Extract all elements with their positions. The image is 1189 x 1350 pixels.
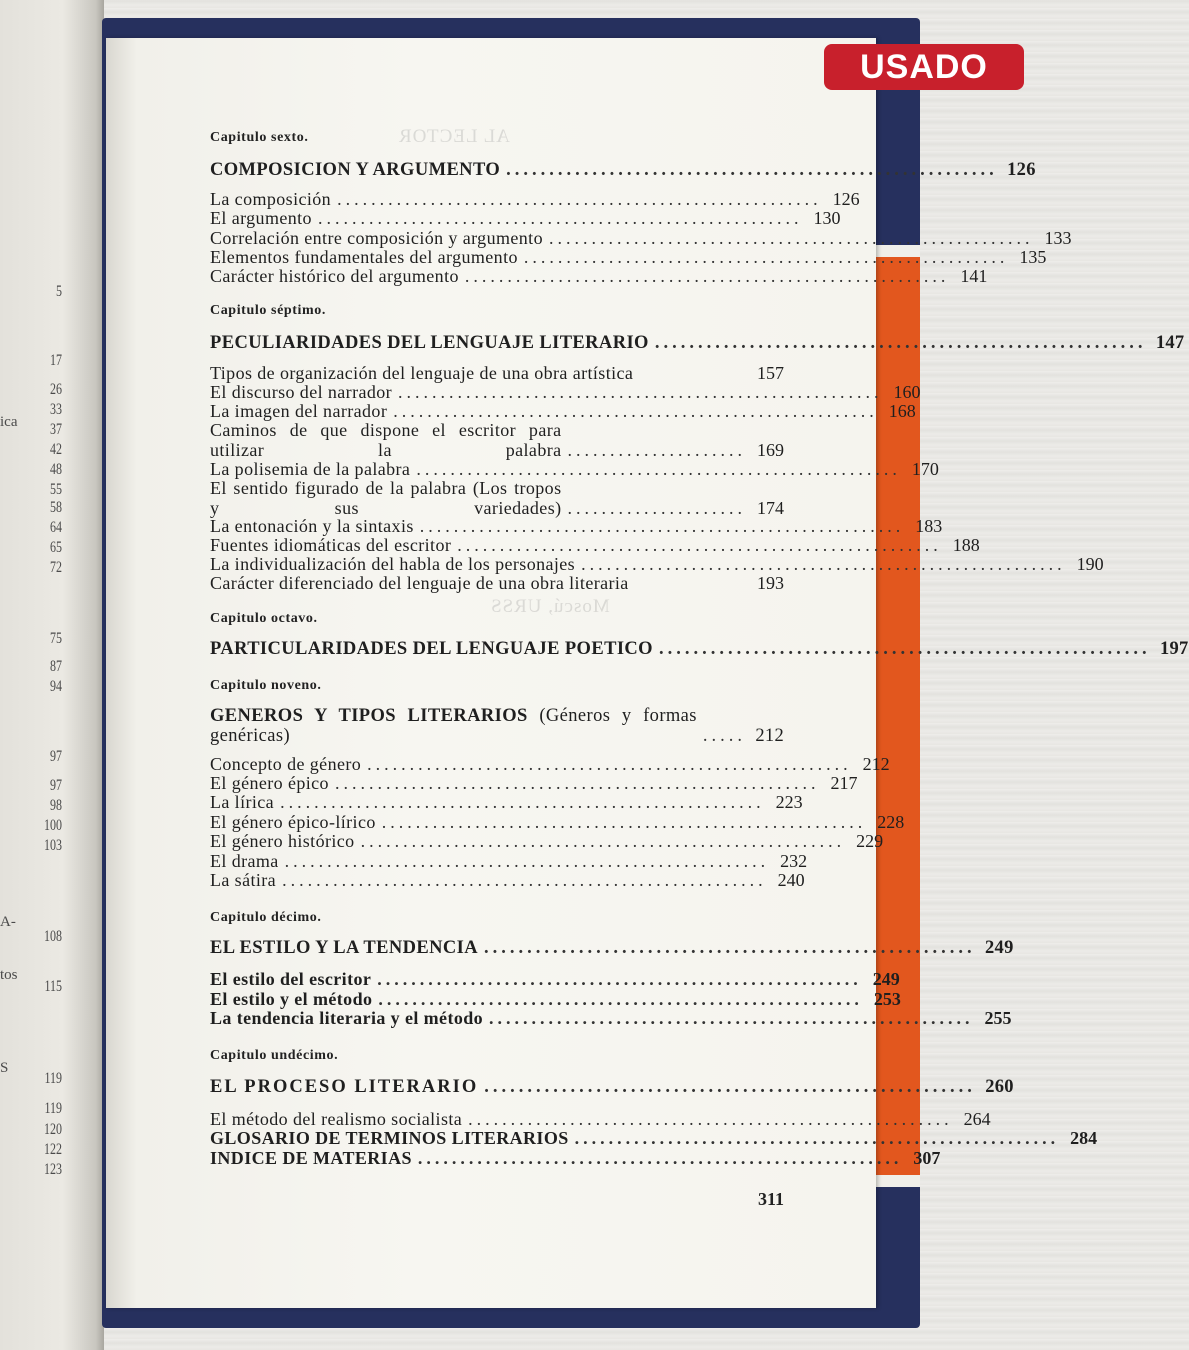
- left-page-number: 5: [56, 283, 62, 300]
- toc-entry: El discurso del narrador ......................................................... 160: [210, 382, 921, 402]
- used-badge: USADO: [824, 44, 1024, 90]
- toc-entry: INDICE DE MATERIAS ......................................................... 307: [210, 1148, 941, 1168]
- left-page-number: 123: [44, 1161, 62, 1178]
- left-page-number: 98: [50, 797, 62, 814]
- left-page-number: 37: [50, 421, 62, 438]
- left-page-number: 103: [44, 837, 62, 854]
- toc-entry: Carácter histórico del argumento ......................................................... 141: [210, 266, 988, 286]
- toc-entry: El género épico ......................................................... 217: [210, 773, 858, 793]
- left-page-number: 100: [44, 817, 62, 834]
- left-page-number: 26: [50, 381, 62, 398]
- left-page-number: 17: [50, 352, 62, 369]
- left-page-number: 122: [44, 1141, 62, 1158]
- toc-entry: Concepto de género ......................................................... 212: [210, 754, 890, 774]
- toc-entry: La tendencia literaria y el método ......................................................... 255: [210, 1008, 1012, 1028]
- left-page-number: 119: [44, 1070, 62, 1087]
- toc-entry: Fuentes idiomáticas del escritor ......................................................... 188: [210, 535, 980, 555]
- toc-entry: El estilo del escritor ......................................................... 249: [210, 969, 900, 989]
- chapter-label: Capitulo octavo.: [210, 611, 318, 626]
- toc-entry: El método del realismo socialista ......................................................... 264: [210, 1109, 991, 1129]
- toc-entry: La entonación y la sintaxis ......................................................... 183: [210, 516, 943, 536]
- chapter-label: Capitulo séptimo.: [210, 303, 326, 318]
- toc-entry: La composición ......................................................... 126: [210, 189, 860, 209]
- toc-entry: La polisemia de la palabra ......................................................... 170: [210, 459, 939, 479]
- left-page-number: 42: [50, 441, 62, 458]
- toc-entry: Correlación entre composición y argumento ......................................................... 133: [210, 228, 1072, 248]
- left-page-fragment: tos: [0, 967, 18, 983]
- left-page: [0, 0, 104, 1350]
- toc-entry: El género épico-lírico ......................................................... 228: [210, 812, 905, 832]
- toc-entry: Elementos fundamentales del argumento ......................................................... 135: [210, 247, 1047, 267]
- chapter-heading: GENEROS Y TIPOS LITERARIOS (Géneros y formas genéricas) ..... 212: [210, 706, 784, 746]
- left-page-number: 72: [50, 559, 62, 576]
- left-page-number: 58: [50, 499, 62, 516]
- chapter-heading: PARTICULARIDADES DEL LENGUAJE POETICO ......................................................... 197: [210, 639, 1189, 659]
- left-page-number: 97: [50, 777, 62, 794]
- left-page-number: 65: [50, 539, 62, 556]
- left-page-number: 115: [44, 978, 62, 995]
- toc-entry: La sátira ......................................................... 240: [210, 870, 805, 890]
- chapter-heading: PECULIARIDADES DEL LENGUAJE LITERARIO ......................................................... 147: [210, 333, 1185, 353]
- left-page-number: 120: [44, 1121, 62, 1138]
- left-page-number: 75: [50, 630, 62, 647]
- chapter-label: Capitulo undécimo.: [210, 1048, 339, 1063]
- toc-entry: El drama ......................................................... 232: [210, 851, 808, 871]
- toc-entry: El sentido figurado de la palabra (Los tropos y sus variedades) ..................... 174: [210, 478, 784, 518]
- toc-entry: La individualización del habla de los personajes ......................................................... 190: [210, 554, 1104, 574]
- bleed-through-text: Moscú, URSS: [490, 596, 610, 617]
- left-page-fragment: A-: [0, 914, 16, 930]
- left-page-fragment: S: [0, 1060, 9, 1076]
- toc-entry: El género histórico ......................................................... 229: [210, 831, 884, 851]
- page-number: 311: [757, 1189, 784, 1209]
- left-page-number: 87: [50, 658, 62, 675]
- toc-entry: Tipos de organización del lenguaje de una obra artística 157: [210, 363, 784, 383]
- left-page-fragment: ica: [0, 414, 18, 430]
- toc-entry: El argumento ......................................................... 130: [210, 208, 841, 228]
- chapter-label: Capitulo sexto.: [210, 130, 309, 145]
- toc-entry: Carácter diferenciado del lenguaje de una obra literaria 193: [210, 573, 784, 593]
- page-ref: 126: [1007, 160, 1036, 180]
- toc-entry: GLOSARIO DE TERMINOS LITERARIOS ......................................................... 284: [210, 1128, 1098, 1148]
- left-page-number: 94: [50, 678, 62, 695]
- chapter-heading: EL ESTILO Y LA TENDENCIA ......................................................... 249: [210, 938, 1014, 958]
- chapter-label: Capitulo noveno.: [210, 678, 322, 693]
- toc-entry: Caminos de que dispone el escritor para utilizar la palabra ..................... 169: [210, 420, 784, 460]
- left-page-number: 55: [50, 481, 62, 498]
- left-page-number: 97: [50, 748, 62, 765]
- left-page-number: 33: [50, 401, 62, 418]
- left-page-number: 108: [44, 928, 62, 945]
- toc-entry: La imagen del narrador ......................................................... 168: [210, 401, 916, 421]
- bleed-through-text: AL LECTOR: [398, 126, 510, 147]
- chapter-label: Capitulo décimo.: [210, 910, 322, 925]
- chapter-heading: COMPOSICION Y ARGUMENTO ......................................................... 126: [210, 160, 1036, 180]
- chapter-heading: EL PROCESO LITERARIO ......................................................... 260: [210, 1077, 1014, 1097]
- heading-title: COMPOSICION Y ARGUMENTO: [210, 160, 501, 180]
- toc-entry: El estilo y el método ......................................................... 253: [210, 989, 901, 1009]
- left-page-number: 64: [50, 519, 62, 536]
- left-page-number: 119: [44, 1100, 62, 1117]
- toc-entry: La lírica ......................................................... 223: [210, 792, 803, 812]
- left-page-number: 48: [50, 461, 62, 478]
